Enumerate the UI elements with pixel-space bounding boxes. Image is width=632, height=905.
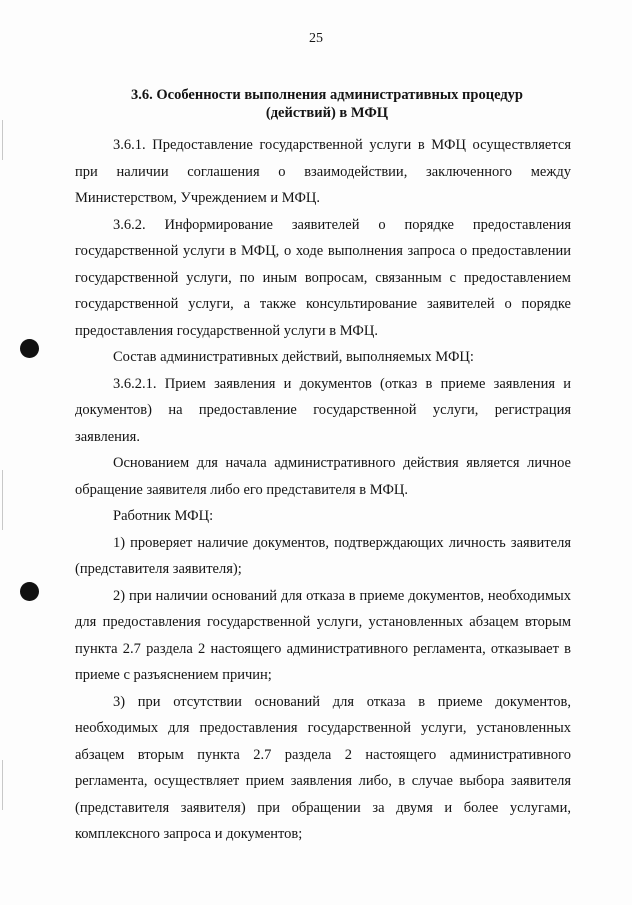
paragraph-3-6-2: 3.6.2. Информирование заявителей о порядке предоставления государственной услуги в МФЦ, о ходе выполнения запроса о предоставлении государственной услуги, по иным вопросам, связанным с предоставлением государственной услуги, а также консультирование заявителей о порядке предоставления государственной услуги в МФЦ. — [75, 216, 571, 339]
scan-edge-mark — [2, 120, 3, 160]
section-heading-line-1: 3.6. Особенности выполнения административных процедур — [131, 87, 523, 103]
scan-edge-mark — [2, 470, 3, 530]
paragraph-item-1: 1) проверяет наличие документов, подтверждающих личность заявителя (представителя заявителя); — [75, 534, 571, 577]
punch-hole-mark — [20, 339, 39, 358]
punch-hole-mark — [20, 582, 39, 601]
section-heading-line-2: (действий) в МФЦ — [265, 105, 389, 121]
page-number: 25 — [309, 31, 323, 46]
paragraph-actions-list-intro: Состав административных действий, выполняемых МФЦ: — [113, 349, 474, 365]
paragraph-item-2: 2) при наличии оснований для отказа в приеме документов, необходимых для предоставления государственной услуги, установленных абзацем вторым пункта 2.7 раздела 2 настоящего административного регламента, отказывает в приеме с разъяснением причин; — [75, 587, 571, 683]
paragraph-3-6-2-1: 3.6.2.1. Прием заявления и документов (отказ в приеме заявления и документов) на предоставление государственной услуги, регистрация заявления. — [75, 375, 571, 445]
paragraph-mfc-worker: Работник МФЦ: — [113, 508, 214, 524]
paragraph-basis: Основанием для начала административного действия является личное обращение заявителя либо его представителя в МФЦ. — [75, 455, 571, 498]
body-text — [75, 132, 571, 848]
section-heading — [92, 86, 562, 122]
scan-edge-mark — [2, 760, 3, 810]
paragraph-item-3: 3) при отсутствии оснований для отказа в приеме документов, необходимых для предоставления государственной услуги, установленных абзацем вторым пункта 2.7 раздела 2 настоящего административного регламента, осуществляет прием заявления либо, в случае выбора заявителя (представителя заявителя) при обращении за двумя и более услугами, комплексного запроса и документов; — [75, 693, 571, 842]
paragraph-3-6-1: 3.6.1. Предоставление государственной услуги в МФЦ осуществляется при наличии соглашения о взаимодействии, заключенного между Министерством, Учреждением и МФЦ. — [75, 137, 571, 206]
